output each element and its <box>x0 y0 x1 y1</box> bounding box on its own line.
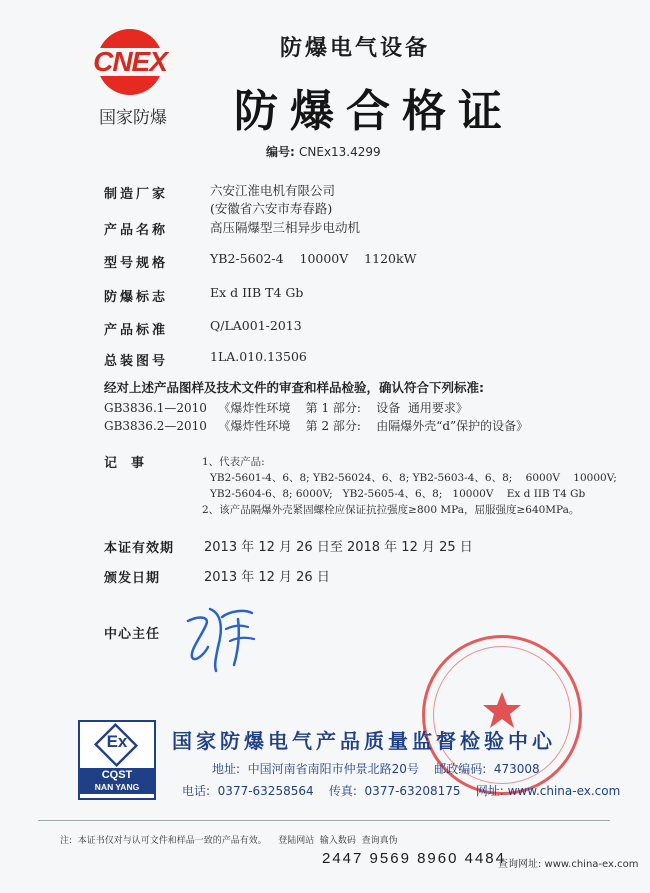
footer-divider <box>38 820 610 821</box>
cqst-mark: Ex <box>106 732 128 751</box>
director-signature <box>180 595 265 675</box>
certificate-number <box>266 143 381 160</box>
field-label-product-name: 产品名称 <box>104 223 169 238</box>
note-line: YB2-5601-4、6、8; YB2-56024、6、8; YB2-5603-4、6、8; 6000V 10000V; <box>210 472 617 484</box>
note-line: 1、代表产品: <box>202 456 265 468</box>
logo-subtitle: 国家防爆 <box>99 108 167 128</box>
field-label-drawing-number: 总装图号 <box>104 354 169 369</box>
field-value-manufacturer: 六安江淮电机有限公司 (安徽省六安市寿春路) <box>210 183 336 216</box>
field-value-ex-marking: Ex d IIB T4 Gb <box>210 285 304 300</box>
issue-date-label: 颁发日期 <box>104 571 161 586</box>
cqst-city: NAN YANG <box>94 782 140 792</box>
organization-name: 国家防爆电气产品质量监督检验中心 <box>172 729 556 753</box>
organization-contact: 电话: 0377-63258564 传真: 0377-63208175 网址: www.china-ex.com <box>182 784 621 798</box>
compliance-statement: 经对上述产品图样及技术文件的审查和样品检验，确认符合下列标准: <box>104 380 485 395</box>
field-value-model: YB2-5602-4 10000V 1120kW <box>210 251 417 266</box>
footer-note: 注: 本证书仅对与认可文件和样品一致的产品有效。 登陆网站 输入数码 查询真伪 <box>60 836 398 846</box>
document-subtitle: 防爆电气设备 <box>280 36 431 61</box>
issue-date-value: 2013 年 12 月 26 日 <box>204 570 330 585</box>
seal-star-icon <box>482 690 522 730</box>
document-title: 防爆合格证 <box>234 86 514 137</box>
verification-serial: 2447 9569 8960 4484 <box>322 850 506 867</box>
cnex-logo-text: CNEX <box>93 46 167 77</box>
field-label-ex-marking: 防爆标志 <box>104 290 169 305</box>
note-line: 2、该产品隔爆外壳紧固螺栓应保证抗拉强度≥800 MPa，屈服强度≥640MPa。 <box>202 504 580 516</box>
standard-line: GB3836.2—2010 《爆炸性环境 第 2 部分: 由隔爆外壳“d”保护的设备》 <box>104 419 529 433</box>
field-label-manufacturer: 制造厂家 <box>104 187 169 202</box>
field-label-model: 型号规格 <box>104 256 169 271</box>
notes-label: 记事 <box>104 456 159 471</box>
field-value-standard: Q/LA001-2013 <box>210 318 302 333</box>
field-value-drawing-number: 1LA.010.13506 <box>210 349 307 364</box>
field-value-product-name: 高压隔爆型三相异步电动机 <box>210 220 361 235</box>
validity-value: 2013 年 12 月 26 日至 2018 年 12 月 25 日 <box>204 540 473 555</box>
field-label-standard: 产品标准 <box>104 323 169 338</box>
certificate-number-value: CNEx13.4299 <box>299 145 381 159</box>
validity-label: 本证有效期 <box>104 541 175 556</box>
note-line: YB2-5604-6、8; 6000V; YB2-5605-4、6、8; 10000V Ex d IIB T4 Gb <box>210 488 586 500</box>
cqst-name: CQST <box>101 769 133 781</box>
standard-line: GB3836.1—2010 《爆炸性环境 第 1 部分: 设备 通用要求》 <box>104 401 468 415</box>
director-label: 中心主任 <box>104 627 161 642</box>
organization-address: 地址: 中国河南省南阳市仲景北路20号 邮政编码: 473008 <box>212 762 540 776</box>
query-site: 查询网址: www.china-ex.com <box>498 859 639 870</box>
certificate-number-label: 编号: <box>266 145 295 159</box>
